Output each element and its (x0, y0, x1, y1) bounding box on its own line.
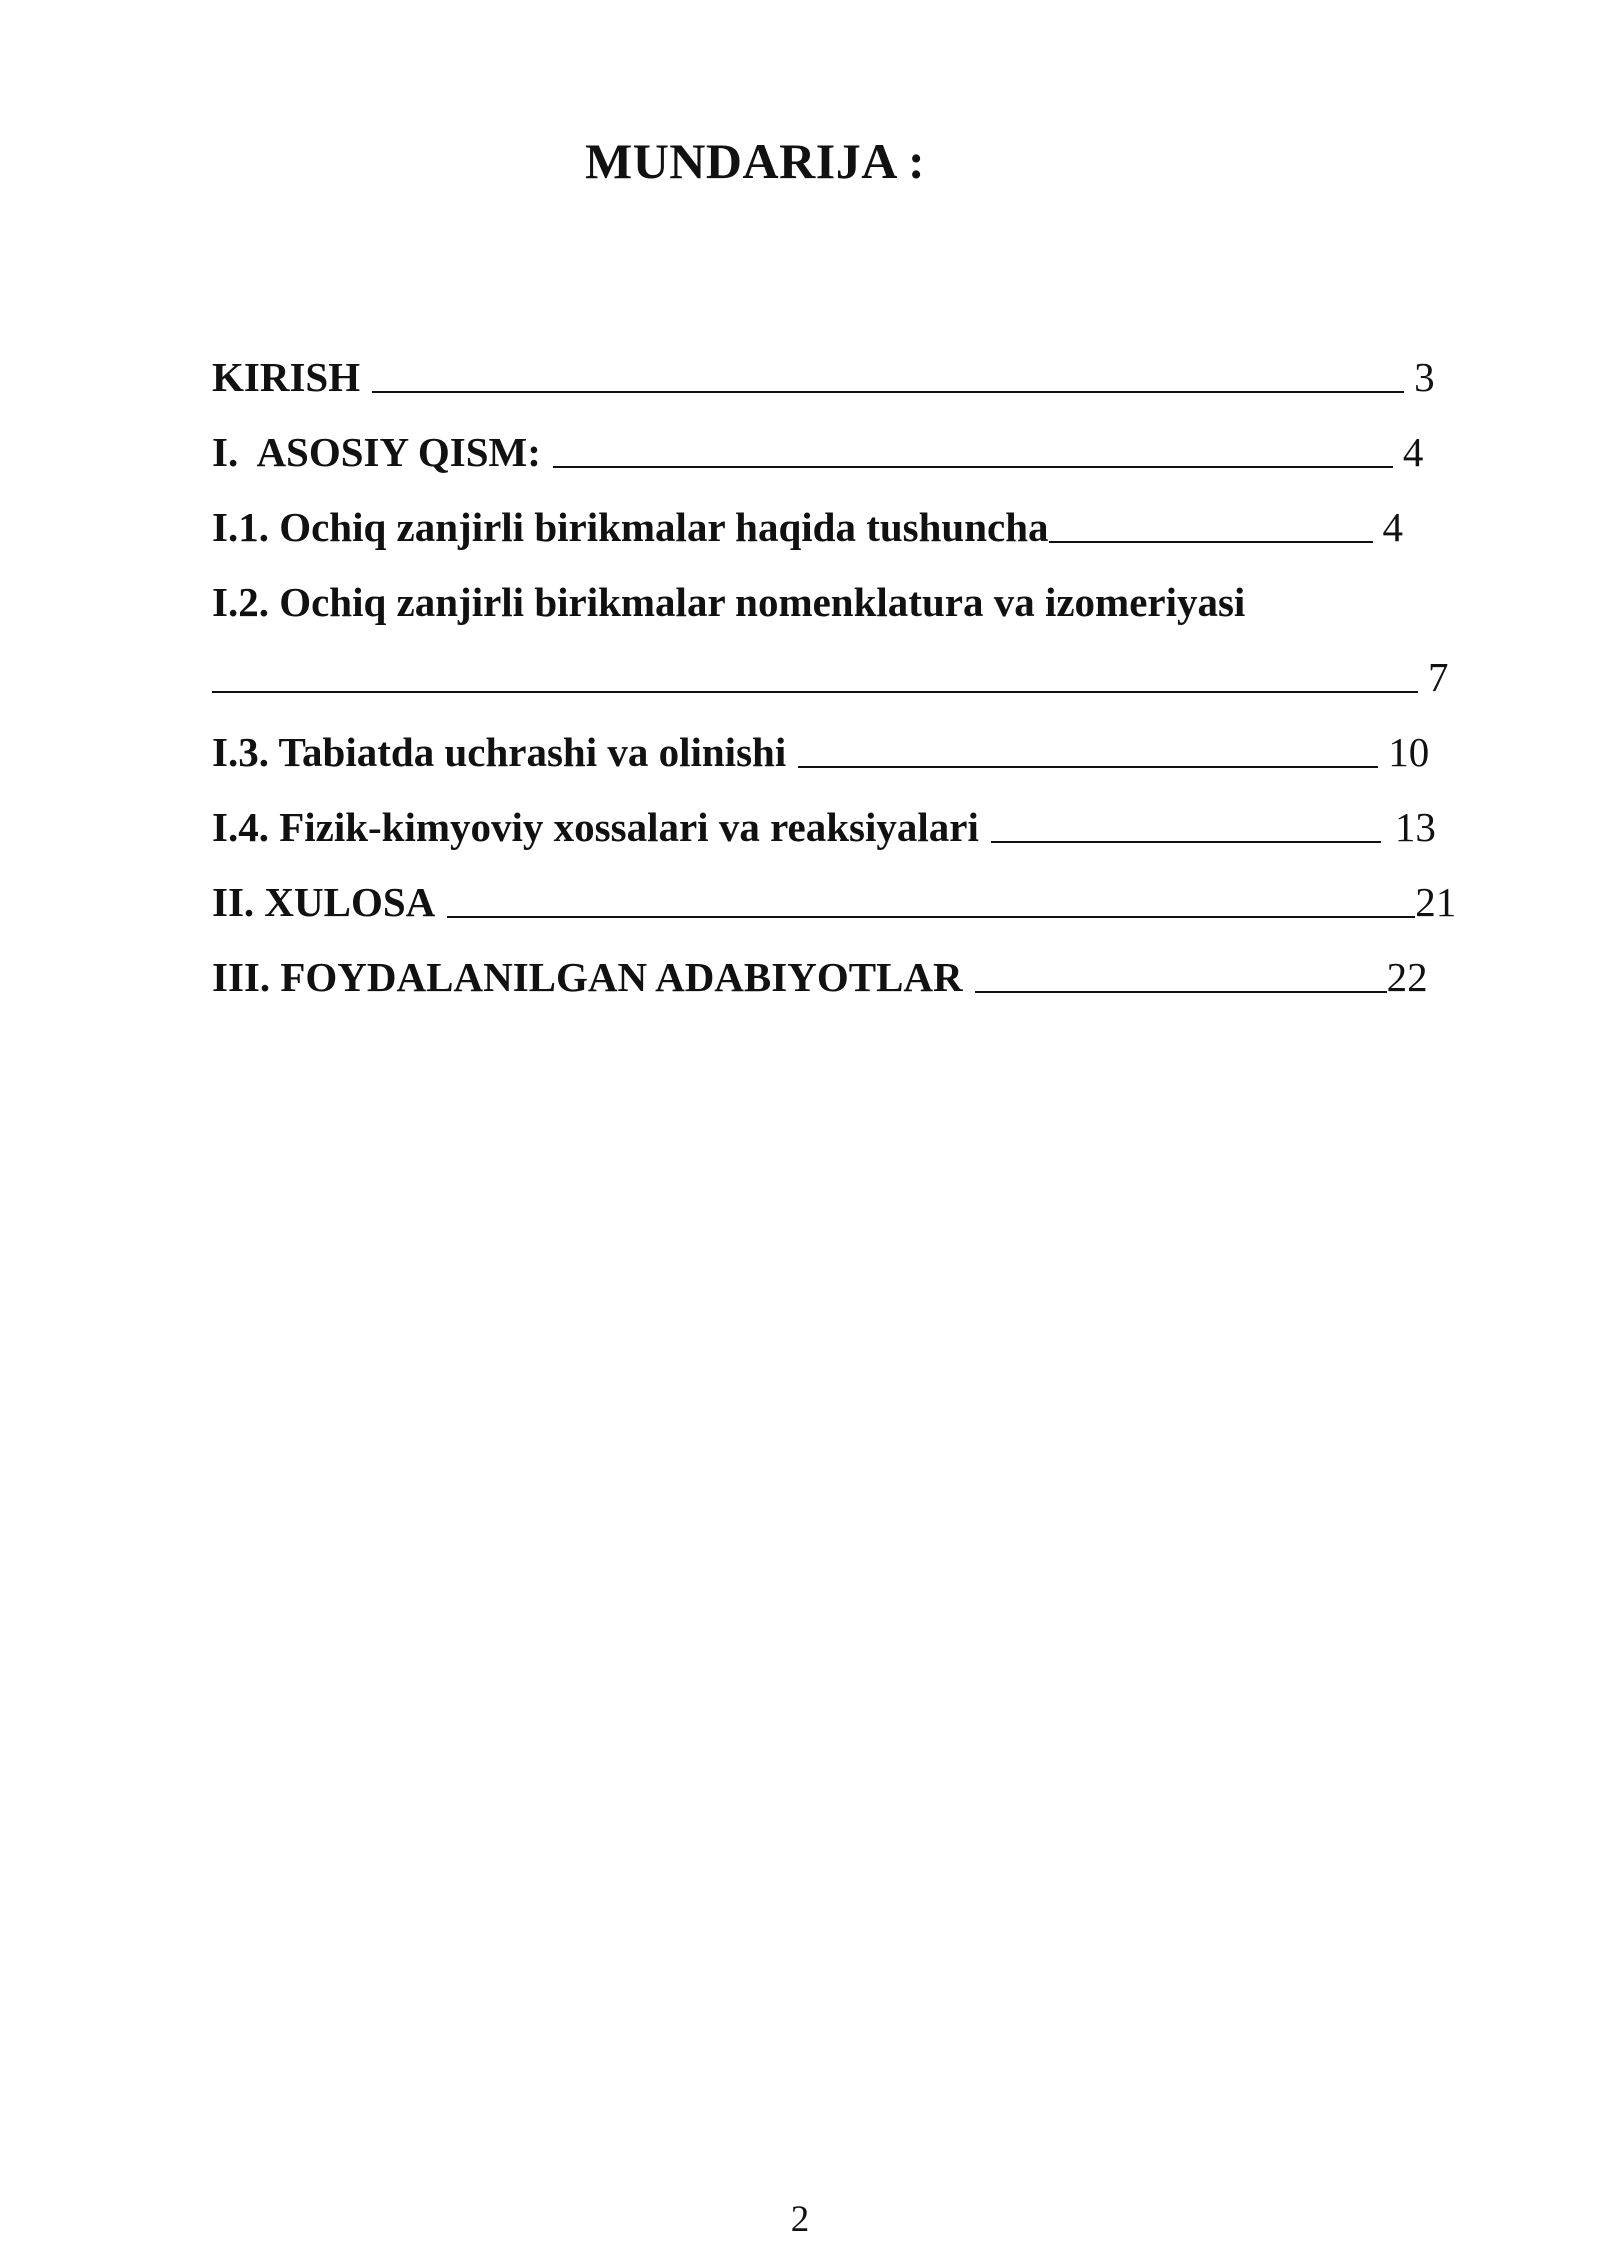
toc-leader-line (447, 915, 1415, 918)
toc-entry-label: I.2. Ochiq zanjirli birikmalar nomenklatura va izomeriyasi (212, 579, 1246, 625)
page-title: MUNDARIJA : (585, 133, 926, 189)
toc-entry-label: III. FOYDALANILGAN ADABIYOTLAR (212, 954, 963, 1000)
toc-entry-asosiy-qism (212, 415, 1502, 490)
toc-entry-label: I. ASOSIY QISM: (212, 429, 541, 475)
toc-entry-label: I.4. Fizik-kimyoviy xossalari va reaksiyalari (212, 804, 979, 850)
toc-entry-page: 21 (1415, 879, 1457, 925)
toc-leader-line (212, 690, 1418, 693)
toc-leader-line (553, 465, 1393, 468)
toc-entry-label: I.1. Ochiq zanjirli birikmalar haqida tushuncha (212, 504, 1049, 550)
toc-entry-page: 3 (1414, 354, 1435, 400)
toc-leader-line (975, 990, 1387, 993)
toc-leader-line (1049, 540, 1373, 543)
toc-entry-1-3 (212, 715, 1502, 790)
toc-entry-page: 22 (1386, 954, 1428, 1000)
toc-entry-page: 7 (1428, 654, 1449, 700)
toc-entry-1-2 (212, 565, 1502, 640)
toc-entry-kirish (212, 340, 1502, 415)
toc-entry-xulosa (212, 865, 1502, 940)
toc-leader-line (372, 390, 1404, 393)
toc-entry-1-4 (212, 790, 1502, 865)
toc-entry-1-2-continued (212, 640, 1502, 715)
toc-entry-page: 10 (1388, 729, 1430, 775)
toc-entry-label: II. XULOSA (212, 879, 436, 925)
page-number: 2 (790, 2199, 810, 2240)
toc-entry-label: I.3. Tabiatda uchrashi va olinishi (212, 729, 787, 775)
toc-leader-line (798, 765, 1378, 768)
table-of-contents (212, 340, 1502, 1015)
toc-entry-page: 13 (1394, 804, 1436, 850)
toc-leader-line (991, 840, 1381, 843)
toc-entry-1-1 (212, 490, 1502, 565)
toc-entry-page: 4 (1382, 504, 1404, 550)
toc-entry-page: 4 (1402, 429, 1424, 475)
toc-entry-label: KIRISH (212, 354, 361, 400)
toc-entry-adabiyotlar (212, 940, 1502, 1015)
